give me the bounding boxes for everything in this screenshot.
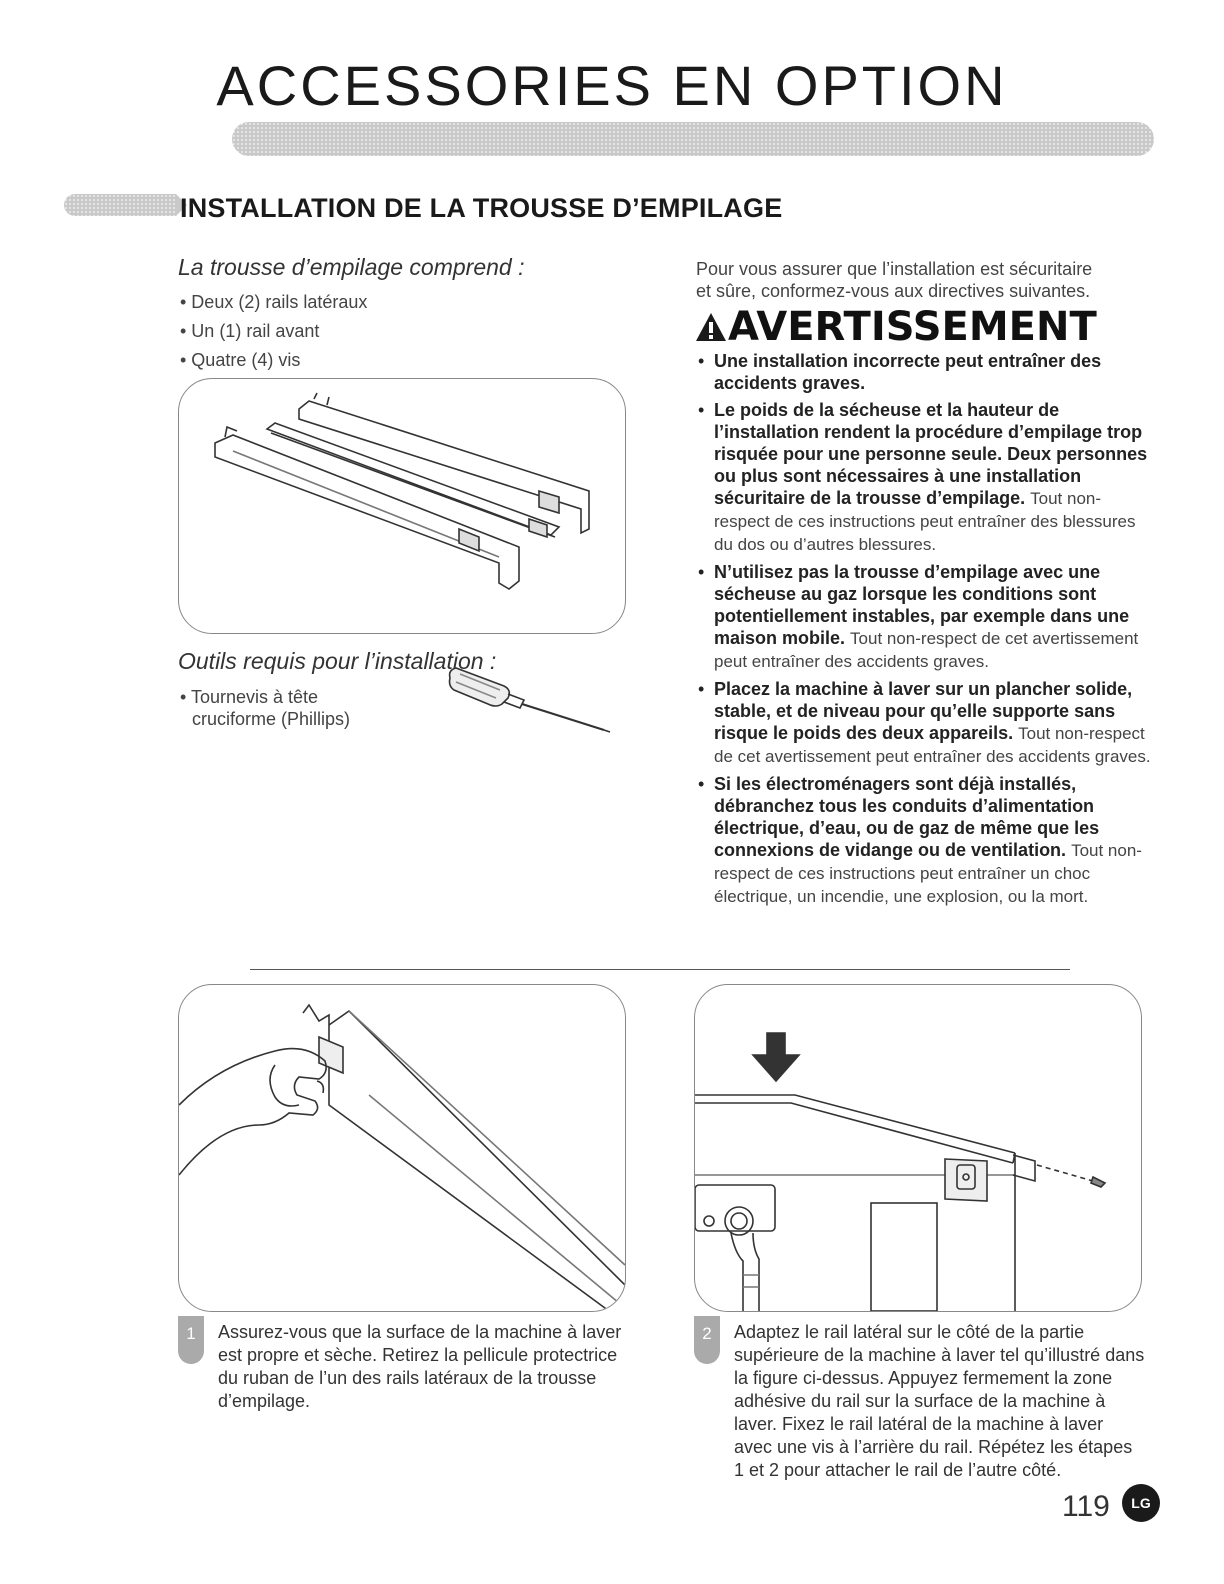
warning-item-normal: Tout non-respect de cet avertissement peut entraîner des accidents graves. [714,724,1151,766]
warning-item [694,399,1154,556]
step2-badge: 2 [694,1316,720,1364]
section-title: INSTALLATION DE LA TROUSSE D’EMPILAGE [180,193,783,223]
step1-badge: 1 [178,1316,204,1364]
intro-line: et sûre, conformez-vous aux directives suivantes. [696,281,1091,301]
divider [250,969,1070,970]
warning-header [694,306,1154,348]
screwdriver-icon [444,660,616,736]
warning-item [694,350,1154,394]
washer-rail-drawing [695,985,1141,1311]
warning-title: AVERTISSEMENT [728,304,1097,350]
kit-item: • Deux (2) rails latéraux [180,292,368,312]
bullet-icon: • [698,562,705,582]
warning-item-bold: Une installation incorrecte peut entraîner des accidents graves. [714,351,1102,393]
tools-item [180,686,350,730]
warning-triangle-icon [694,311,728,343]
kit-heading: La trousse d’empilage comprend : [178,254,525,280]
bullet-icon: • [698,351,705,371]
kit-list [180,288,367,375]
rails-illustration [178,378,626,634]
warning-item-normal: Tout non-respect de cet avertissement peut entraîner des accidents graves. [714,629,1139,671]
warning-item-bold: Si les électroménagers sont déjà installés, débranchez tous les conduits d’alimentation électrique, d’eau, ou de gaz de même que les connexions de vidange ou de ventilation. [714,774,1100,860]
warning-item [694,678,1154,768]
bullet-icon: • [698,774,705,794]
warning-item-bold: Placez la machine à laver sur un plancher solide, stable, et de niveau pour qu’elle supporte sans risque le poids des deux appareils. [714,679,1133,743]
tools-item-line: • Tournevis à tête [180,687,319,707]
warning-item-normal: Tout non-respect de ces instructions peut entraîner des blessures du dos ou d’autres blessures. [714,489,1136,554]
warning-item-normal: Tout non-respect de ces instructions peut entraîner un choc électrique, un incendie, une explosion, ou la mort. [714,841,1142,906]
rails-drawing [179,379,625,633]
step2-text: Adaptez le rail latéral sur le côté de la partie supérieure de la machine à laver tel qu’illustré dans la figure ci-dessus. Appuyez fermement la zone adhésive du rail sur la surface de la machine à laver. Fixez le rail latéral de la machine à laver avec une vis à l’arrière du rail. Répétez les étapes 1 et 2 pour attacher le rail de l’autre côté. [734,1322,1145,1480]
intro-text [696,258,1092,302]
section-marker [64,194,176,216]
warning-item [694,561,1154,673]
tools-item-line: cruciforme (Phillips) [192,709,351,729]
tools-heading: Outils requis pour l’installation : [178,648,497,674]
bullet-icon: • [698,679,705,699]
step1-text: Assurez-vous que la surface de la machine à laver est propre et sèche. Retirez la pellicule protectrice du ruban de l’un des rails latéraux de la trousse d’empilage. [218,1322,622,1411]
kit-item: • Un (1) rail avant [180,321,320,341]
title-decoration-bar [232,122,1154,156]
warning-item-bold: N’utilisez pas la trousse d’empilage avec une sécheuse au gaz lorsque les conditions sont potentiellement instables, par exemple dans une maison mobile. [714,562,1130,648]
warning-item-bold: Le poids de la sécheuse et la hauteur de l’installation rendent la procédure d’empilage trop risquée pour une personne seule. Deux personnes ou plus sont nécessaires à une installation sécuritaire de la trousse d’empilage. [714,400,1148,508]
step2-illustration [694,984,1142,1312]
step1-illustration [178,984,626,1312]
hand-rail-drawing [179,985,625,1311]
warning-item [694,773,1154,908]
lg-logo-icon: LG [1122,1484,1160,1522]
page-title: ACCESSORIES EN OPTION [216,54,1008,117]
page-number: 119 [1062,1490,1110,1523]
warning-block [694,306,1154,913]
bullet-icon: • [698,400,705,420]
warning-list [694,350,1154,908]
kit-item: • Quatre (4) vis [180,350,301,370]
intro-line: Pour vous assurer que l’installation est sécuritaire [696,259,1093,279]
